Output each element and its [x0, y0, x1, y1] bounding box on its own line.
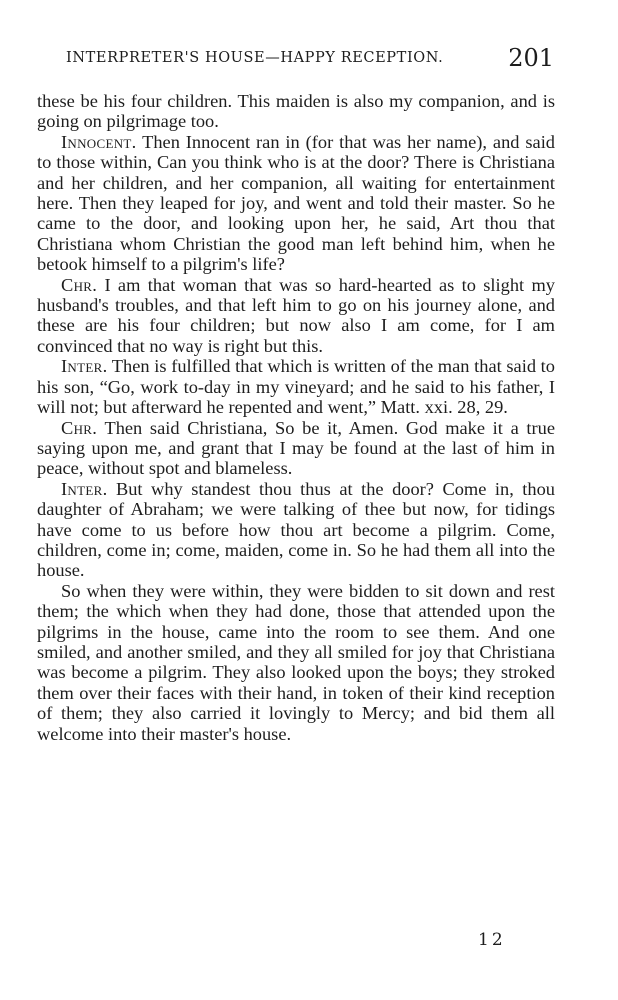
text-body: [37, 91, 555, 744]
paragraph: [37, 132, 555, 275]
paragraph: [37, 275, 555, 357]
signature-mark: 12: [478, 930, 506, 950]
paragraph: [37, 418, 555, 479]
paragraph-text: these be his four children. This maiden is also my companion, and is going on pilgrimage too.: [37, 91, 555, 132]
running-head: [36, 44, 554, 74]
paragraph-text: I am that woman that was so hard-hearted as to slight my husband's troubles, and that left him to go on his journey alone, and these are his four children; but now also I am come, for I am convinced that no way is right but this.: [37, 274, 555, 356]
speaker-name: Chr.: [61, 417, 98, 438]
paragraph-text: Then Innocent ran in (for that was her name), and said to those within, Can you think who is at the door? There is Christiana and her children, and her companion, all waiting for entertainment here. Then they leaped for joy, and went and told their master. So he came to the door, and looking upon her, he said, Art thou that Christiana whom Christian the good man left behind him, when he betook himself to a pilgrim's life?: [37, 131, 555, 275]
speaker-name: Chr.: [61, 274, 98, 295]
speaker-name: Inter.: [61, 478, 108, 499]
paragraph-text: Then is fulfilled that which is written of the man that said to his son, “Go, work to-day in my vineyard; and he said to his father, I will not; but afterward he repented and went,” Matt. xxi. 28, 29.: [37, 356, 555, 418]
running-head-title: INTERPRETER'S HOUSE—HAPPY RECEPTION.: [66, 50, 444, 66]
paragraph: [37, 356, 555, 417]
speaker-name: Inter.: [61, 356, 108, 377]
paragraph: [37, 91, 555, 132]
page-number: 201: [508, 44, 554, 72]
speaker-name: Innocent.: [61, 131, 137, 152]
paragraph-text: So when they were within, they were bidden to sit down and rest them; the which when they had done, those that attended upon the pilgrims in the house, came into the room to see them. And one smiled, and another smiled, and they all smiled for joy that Christiana was become a pilgrim. They also looked upon the boys; they stroked them over their faces with their hand, in token of their kind reception of them; they also carried it lovingly to Mercy; and bid them all welcome into their master's house.: [37, 580, 555, 744]
paragraph-text: But why standest thou thus at the door? Come in, thou daughter of Abraham; we were talking of thee but now, for tidings have come to us before how thou art become a pilgrim. Come, children, come in; come, maiden, come in. So he had them all into the house.: [37, 478, 555, 581]
paragraph-text: Then said Christiana, So be it, Amen. God make it a true saying upon me, and grant that I may be found at the last of him in peace, without spot and blameless.: [37, 417, 555, 479]
paragraph: [37, 581, 555, 744]
paragraph: [37, 479, 555, 581]
